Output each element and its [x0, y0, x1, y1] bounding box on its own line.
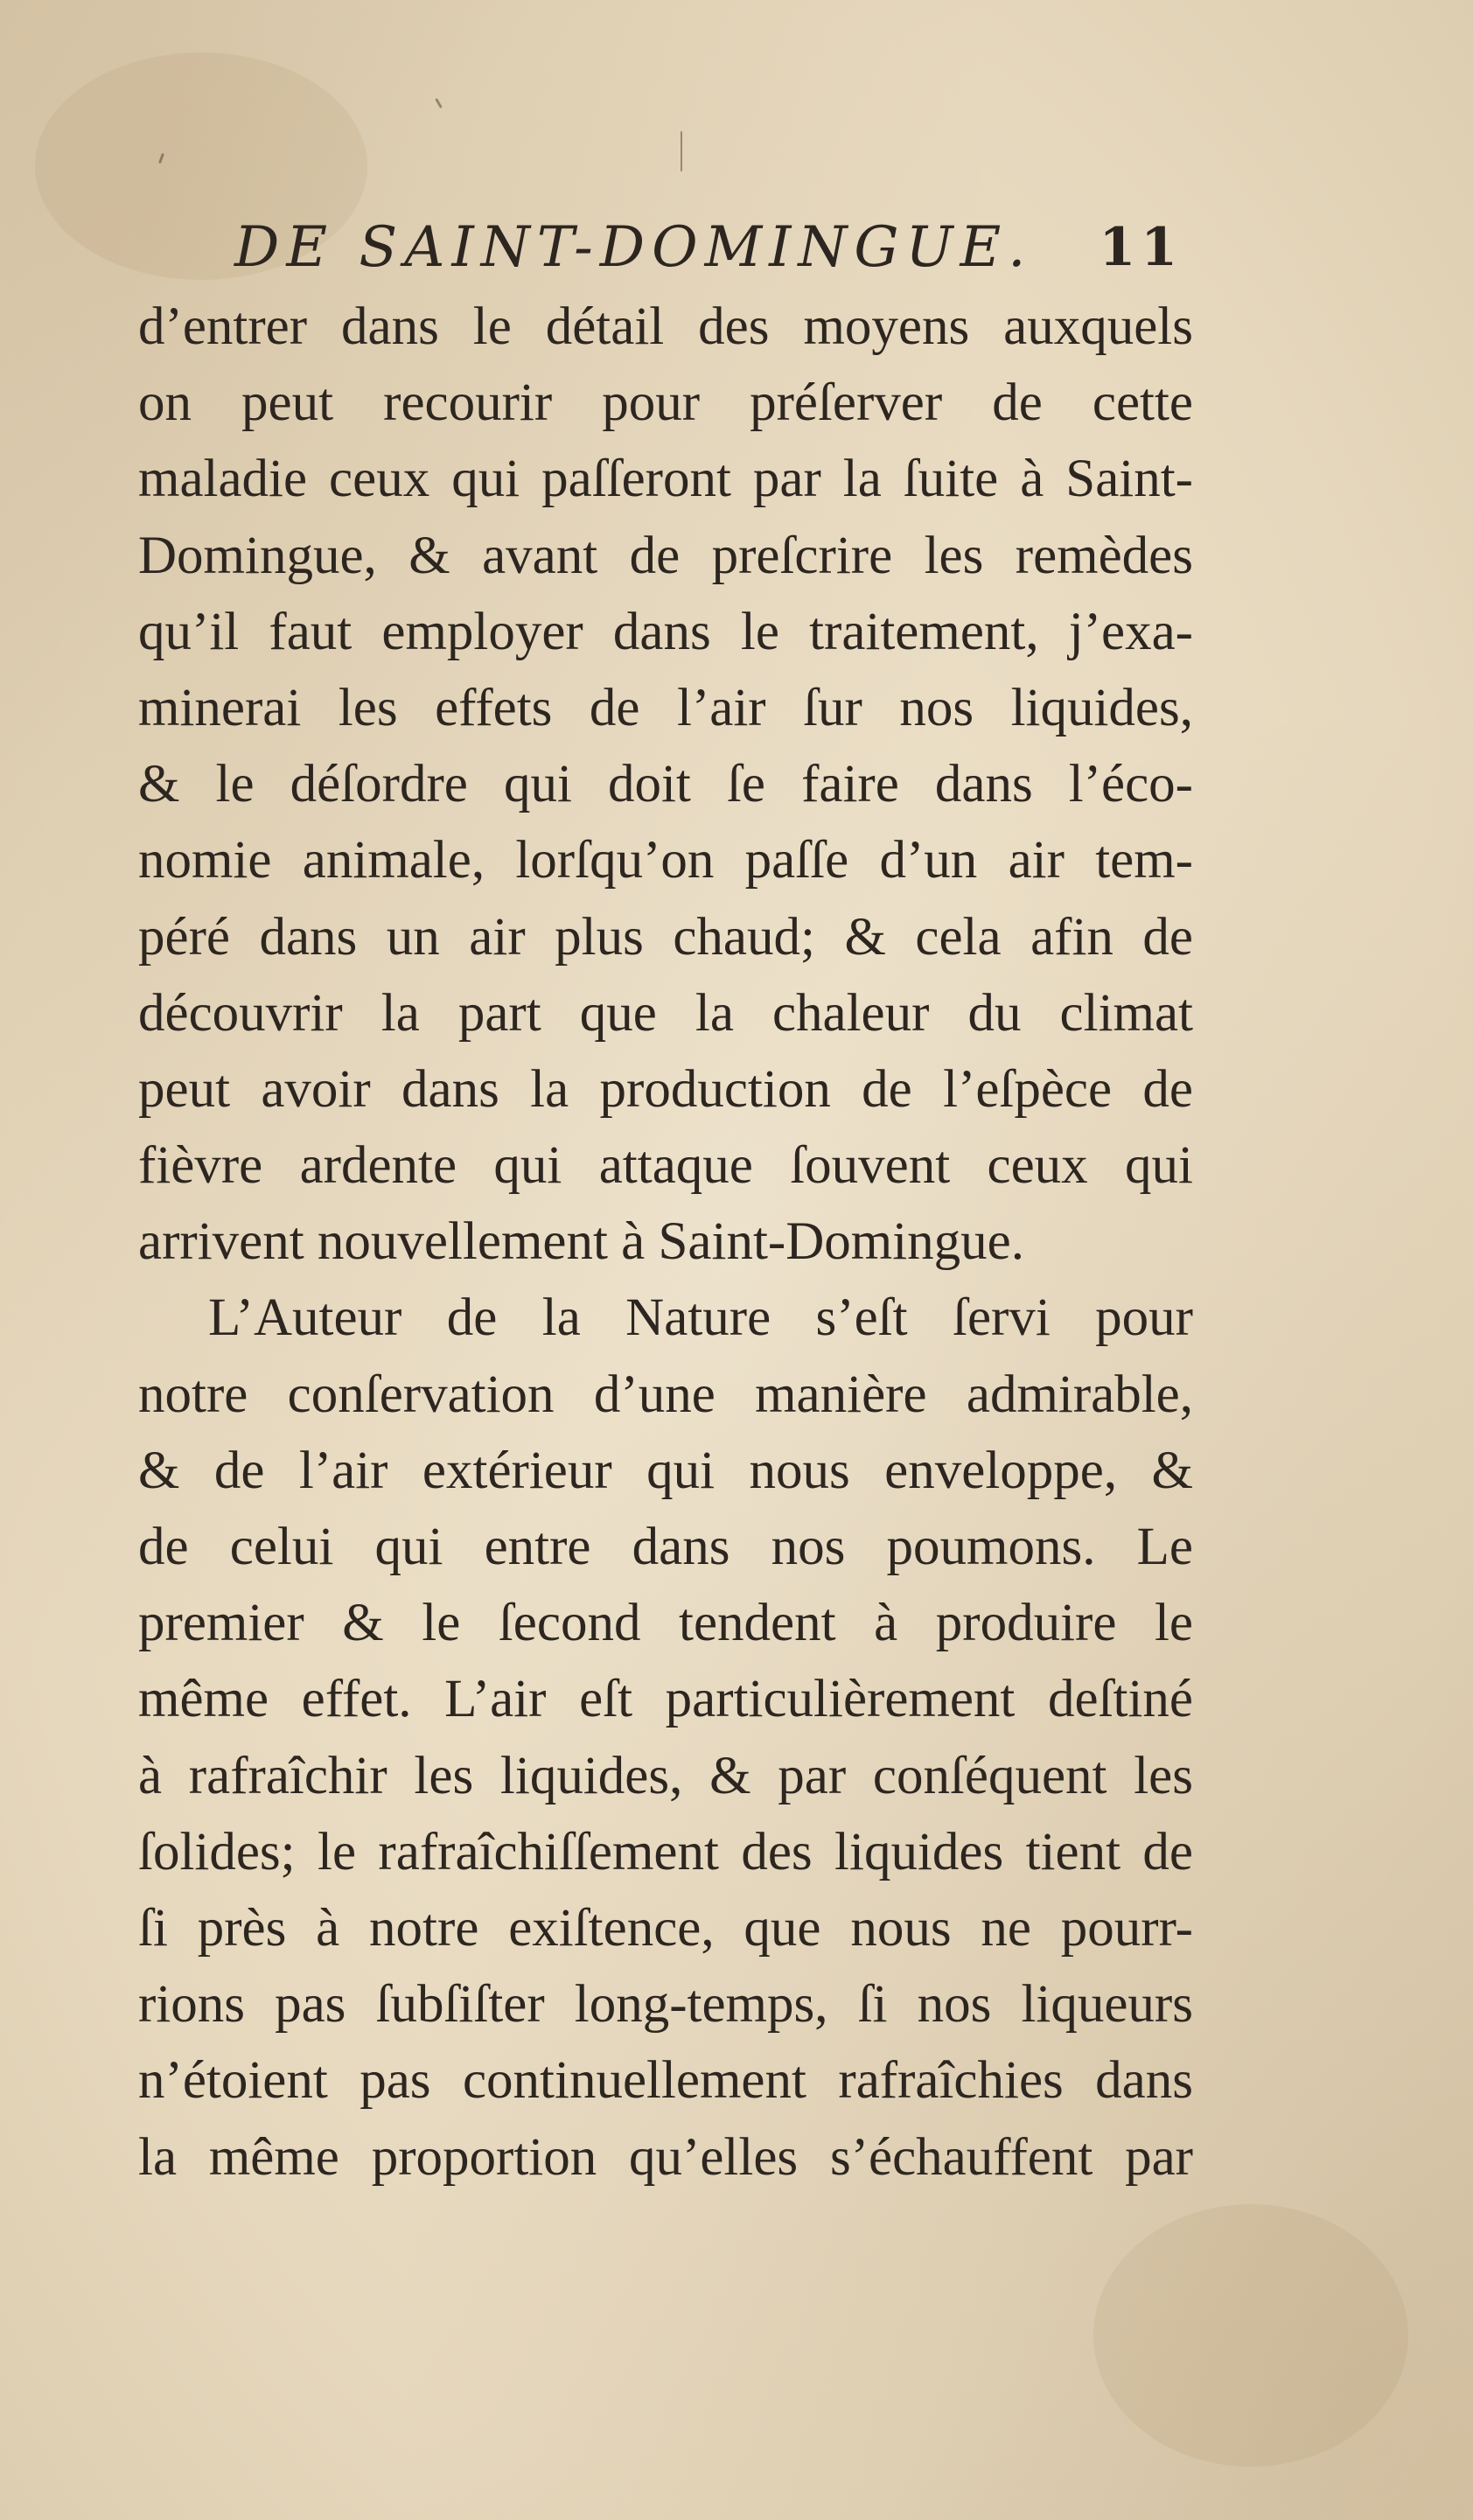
text-line: fièvre ardente qui attaque ſouvent ceux qui [138, 1136, 1193, 1196]
text-line: d’entrer dans le détail des moyens auxquels [138, 297, 1193, 356]
text-line: L’Auteur de la Nature s’eſt ſervi pour [208, 1288, 1193, 1348]
running-head: DE SAINT-DOMINGUE. [234, 215, 1033, 280]
text-line: & le déſordre qui doit ſe faire dans l’éco- [138, 755, 1193, 814]
body-text [138, 289, 1193, 2195]
text-line: peut avoir dans la production de l’eſpèce de [138, 1059, 1193, 1119]
paper-stain [1093, 2204, 1408, 2467]
text-line: & de l’air extérieur qui nous enveloppe, & [138, 1441, 1193, 1500]
text-line: la même proportion qu’elles s’échauffent par [138, 2127, 1193, 2187]
ink-speck [435, 98, 443, 108]
ink-speck [681, 131, 682, 171]
text-line: nomie animale, lorſqu’on paſſe d’un air tem- [138, 831, 1193, 890]
text-line: découvrir la part que la chaleur du climat [138, 983, 1193, 1043]
text-line: minerai les effets de l’air ſur nos liquides, [138, 678, 1193, 737]
text-line: n’étoient pas continuellement rafraîchies dans [138, 2051, 1193, 2111]
text-line: qu’il faut employer dans le traitement, j’exa- [138, 602, 1193, 661]
text-line: péré dans un air plus chaud; & cela afin de [138, 907, 1193, 967]
page-header [138, 208, 1193, 287]
text-line: maladie ceux qui paſſeront par la ſuite à Saint- [138, 450, 1193, 509]
text-line: Domingue, & avant de preſcrire les remèdes [138, 526, 1193, 585]
text-line: même effet. L’air eſt particulièrement deſtiné [138, 1670, 1193, 1729]
text-line: notre conſervation d’une manière admirable, [138, 1365, 1193, 1424]
text-line: de celui qui entre dans nos poumons. Le [138, 1518, 1193, 1576]
text-line: ſolides; le rafraîchiſſement des liquides tient de [138, 1822, 1193, 1881]
text-line: on peut recourir pour préſerver de cette [138, 373, 1193, 433]
text-line: premier & le ſecond tendent à produire le [138, 1594, 1193, 1653]
text-line: à rafraîchir les liquides, & par conſéquent les [138, 1746, 1193, 1805]
page-number: 11 [1099, 217, 1183, 278]
text-line: rions pas ſubſiſter long-temps, ſi nos liqueurs [138, 1975, 1193, 2035]
text-line: ſi près à notre exiſtence, que nous ne pourr- [138, 1898, 1193, 1958]
text-line: arrivent nouvellement à Saint-Domingue. [138, 1212, 1024, 1272]
